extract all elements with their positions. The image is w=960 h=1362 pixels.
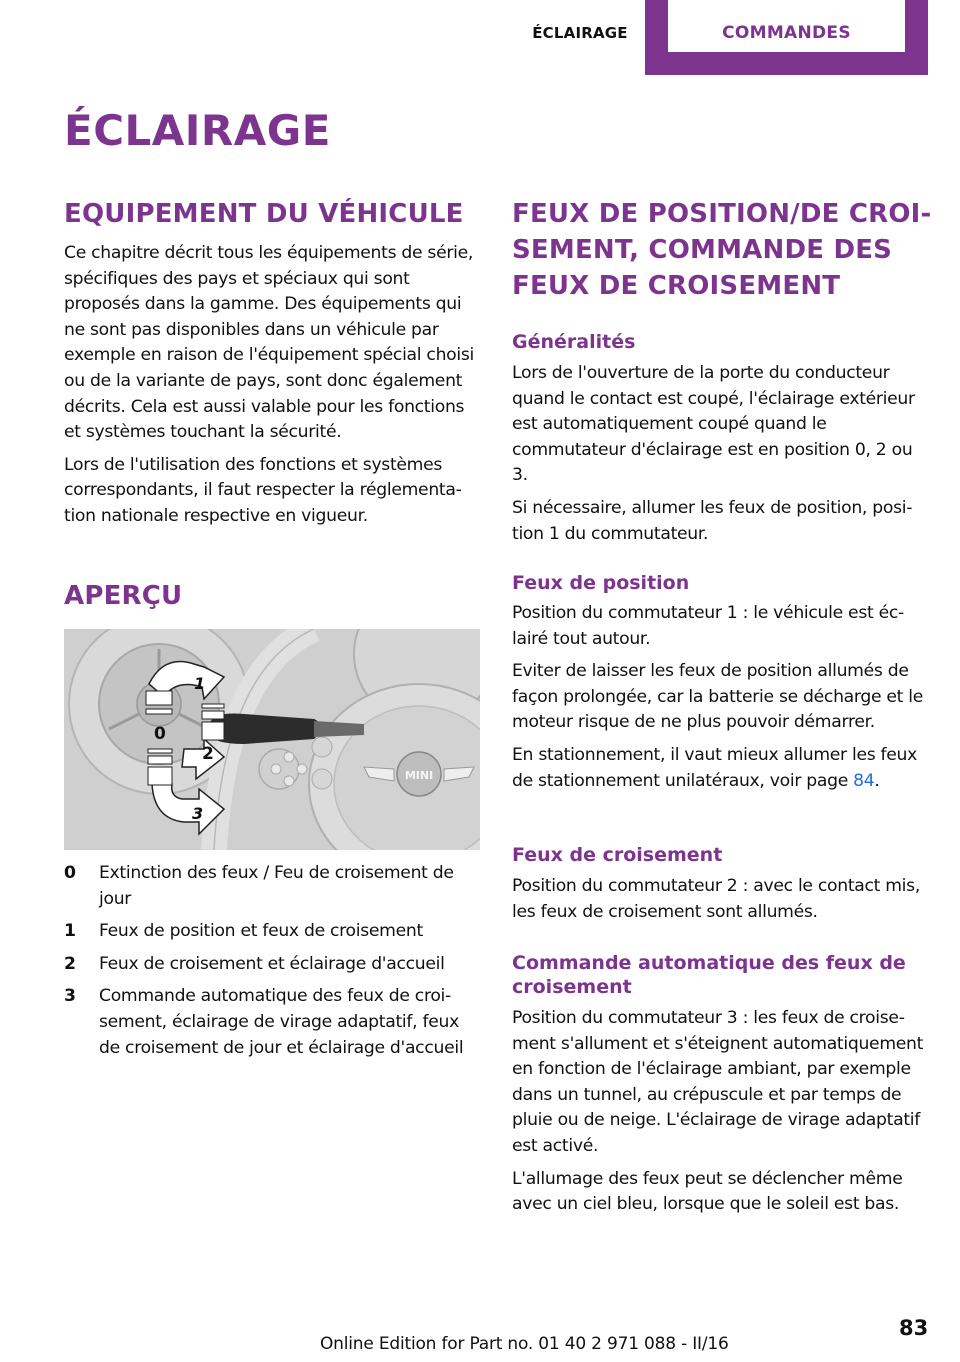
legend-text: Extinction des feux / Feu de croisement de jour [99, 863, 454, 909]
figure-label-3: 3 [192, 804, 204, 823]
tab-commandes-label: COMMANDES [722, 23, 851, 43]
section-title-apercu: APERÇU [64, 581, 183, 611]
paragraph: Lors de l'ouverture de la porte du conducteur quand le contact est coupé, l'éclairage extérieur est automatiquement coupé quand le commutateur d'éclairage est en position 0, 2 ou 3. [512, 363, 915, 486]
figure-label-2: 2 [202, 744, 214, 764]
page-title: ÉCLAIRAGE [64, 106, 331, 155]
paragraph: Position du commutateur 2 : avec le contact mis, les feux de croisement sont allumés. [512, 876, 920, 922]
subsection-title-commande-auto: Commande automatique des feux de croisement [512, 952, 906, 998]
tab-commandes[interactable] [645, 0, 928, 75]
legend-key: 1 [64, 921, 76, 942]
page-number: 83 [899, 1316, 929, 1340]
generalites-body [512, 361, 932, 547]
paragraph: Ce chapitre décrit tous les équipements de série, spécifiques des pays et spéciaux qui sont proposés dans la gamme. Des équipements qui ne sont pas disponibles dans un véhicule par exemple en raison de l'équipement spécial choisi ou de la variante de pays, sont donc également décrits. Cela est aussi valable pour les fonctions et systèmes touchant la sécurité. [64, 243, 474, 443]
light-switch-illustration [64, 629, 480, 850]
mini-logo-text: MINI [404, 769, 434, 782]
legend-key: 3 [64, 986, 76, 1007]
legend-item [64, 984, 484, 1061]
legend-key: 2 [64, 953, 76, 974]
subsection-title-feux-croisement: Feux de croisement [512, 844, 723, 866]
paragraph: Position du commutateur 1 : le véhicule est éclairé tout autour. [512, 603, 905, 649]
section-title-equipement: EQUIPEMENT DU VÉHICULE [64, 199, 464, 229]
paragraph: Eviter de laisser les feux de position allumés de façon prolongée, car la batterie se décharge et le moteur risque de ne plus pouvoir démarrer. [512, 661, 924, 733]
legend-text: Feux de croisement et éclairage d'accueil [99, 953, 445, 974]
figure-label-0: 0 [154, 724, 166, 744]
paragraph: Lors de l'utilisation des fonctions et systèmes correspondants, il faut respecter la réglementation nationale respective en vigueur. [64, 454, 462, 526]
light-switch-figure [64, 629, 480, 850]
parking-text: En stationnement, il vaut mieux allumer les feux de stationnement unilatéraux, voir page [512, 744, 918, 791]
subsection-title-feux-position: Feux de position [512, 572, 690, 594]
paragraph: Position du commutateur 3 : les feux de croisement s'allument et s'éteignent automatiquement en fonction de l'éclairage ambiant, par exemple dans un tunnel, au crépuscule et par temps de pluie ou de neige. L'éclairage de virage adaptatif est activé. [512, 1008, 924, 1156]
tab-commandes-inner [668, 0, 905, 52]
page-link-84[interactable]: 84 [853, 770, 875, 791]
subsection-title-generalites: Généralités [512, 331, 636, 353]
section-title-feux: FEUX DE POSITION/DE CROISEMENT, COMMANDE DES FEUX DE CROISEMENT [512, 199, 932, 301]
section-equipement-body [64, 241, 482, 530]
tab-eclairage[interactable]: ÉCLAIRAGE [532, 24, 628, 42]
feux-position-body [512, 601, 932, 794]
legend-item [64, 861, 484, 912]
figure-label-1: 1 [194, 674, 206, 693]
footer-edition: Online Edition for Part no. 01 40 2 971 088 - II/16 [320, 1334, 729, 1354]
legend-text: Feux de position et feux de croisement [99, 921, 423, 942]
figure-legend [64, 861, 484, 1068]
paragraph-parking [512, 743, 932, 794]
legend-text: Commande automatique des feux de croisement, éclairage de virage adaptatif, feux de croisement de jour et éclairage d'accueil [99, 986, 464, 1058]
commande-auto-body [512, 1006, 932, 1218]
feux-croisement-body [512, 874, 932, 925]
legend-key: 0 [64, 863, 76, 883]
legend-item [64, 919, 484, 945]
paragraph: L'allumage des feux peut se déclencher même avec un ciel bleu, lorsque que le soleil est bas. [512, 1168, 903, 1215]
paragraph: Si nécessaire, allumer les feux de position, position 1 du commutateur. [512, 497, 913, 544]
legend-item [64, 952, 484, 978]
parking-end: . [874, 770, 880, 791]
